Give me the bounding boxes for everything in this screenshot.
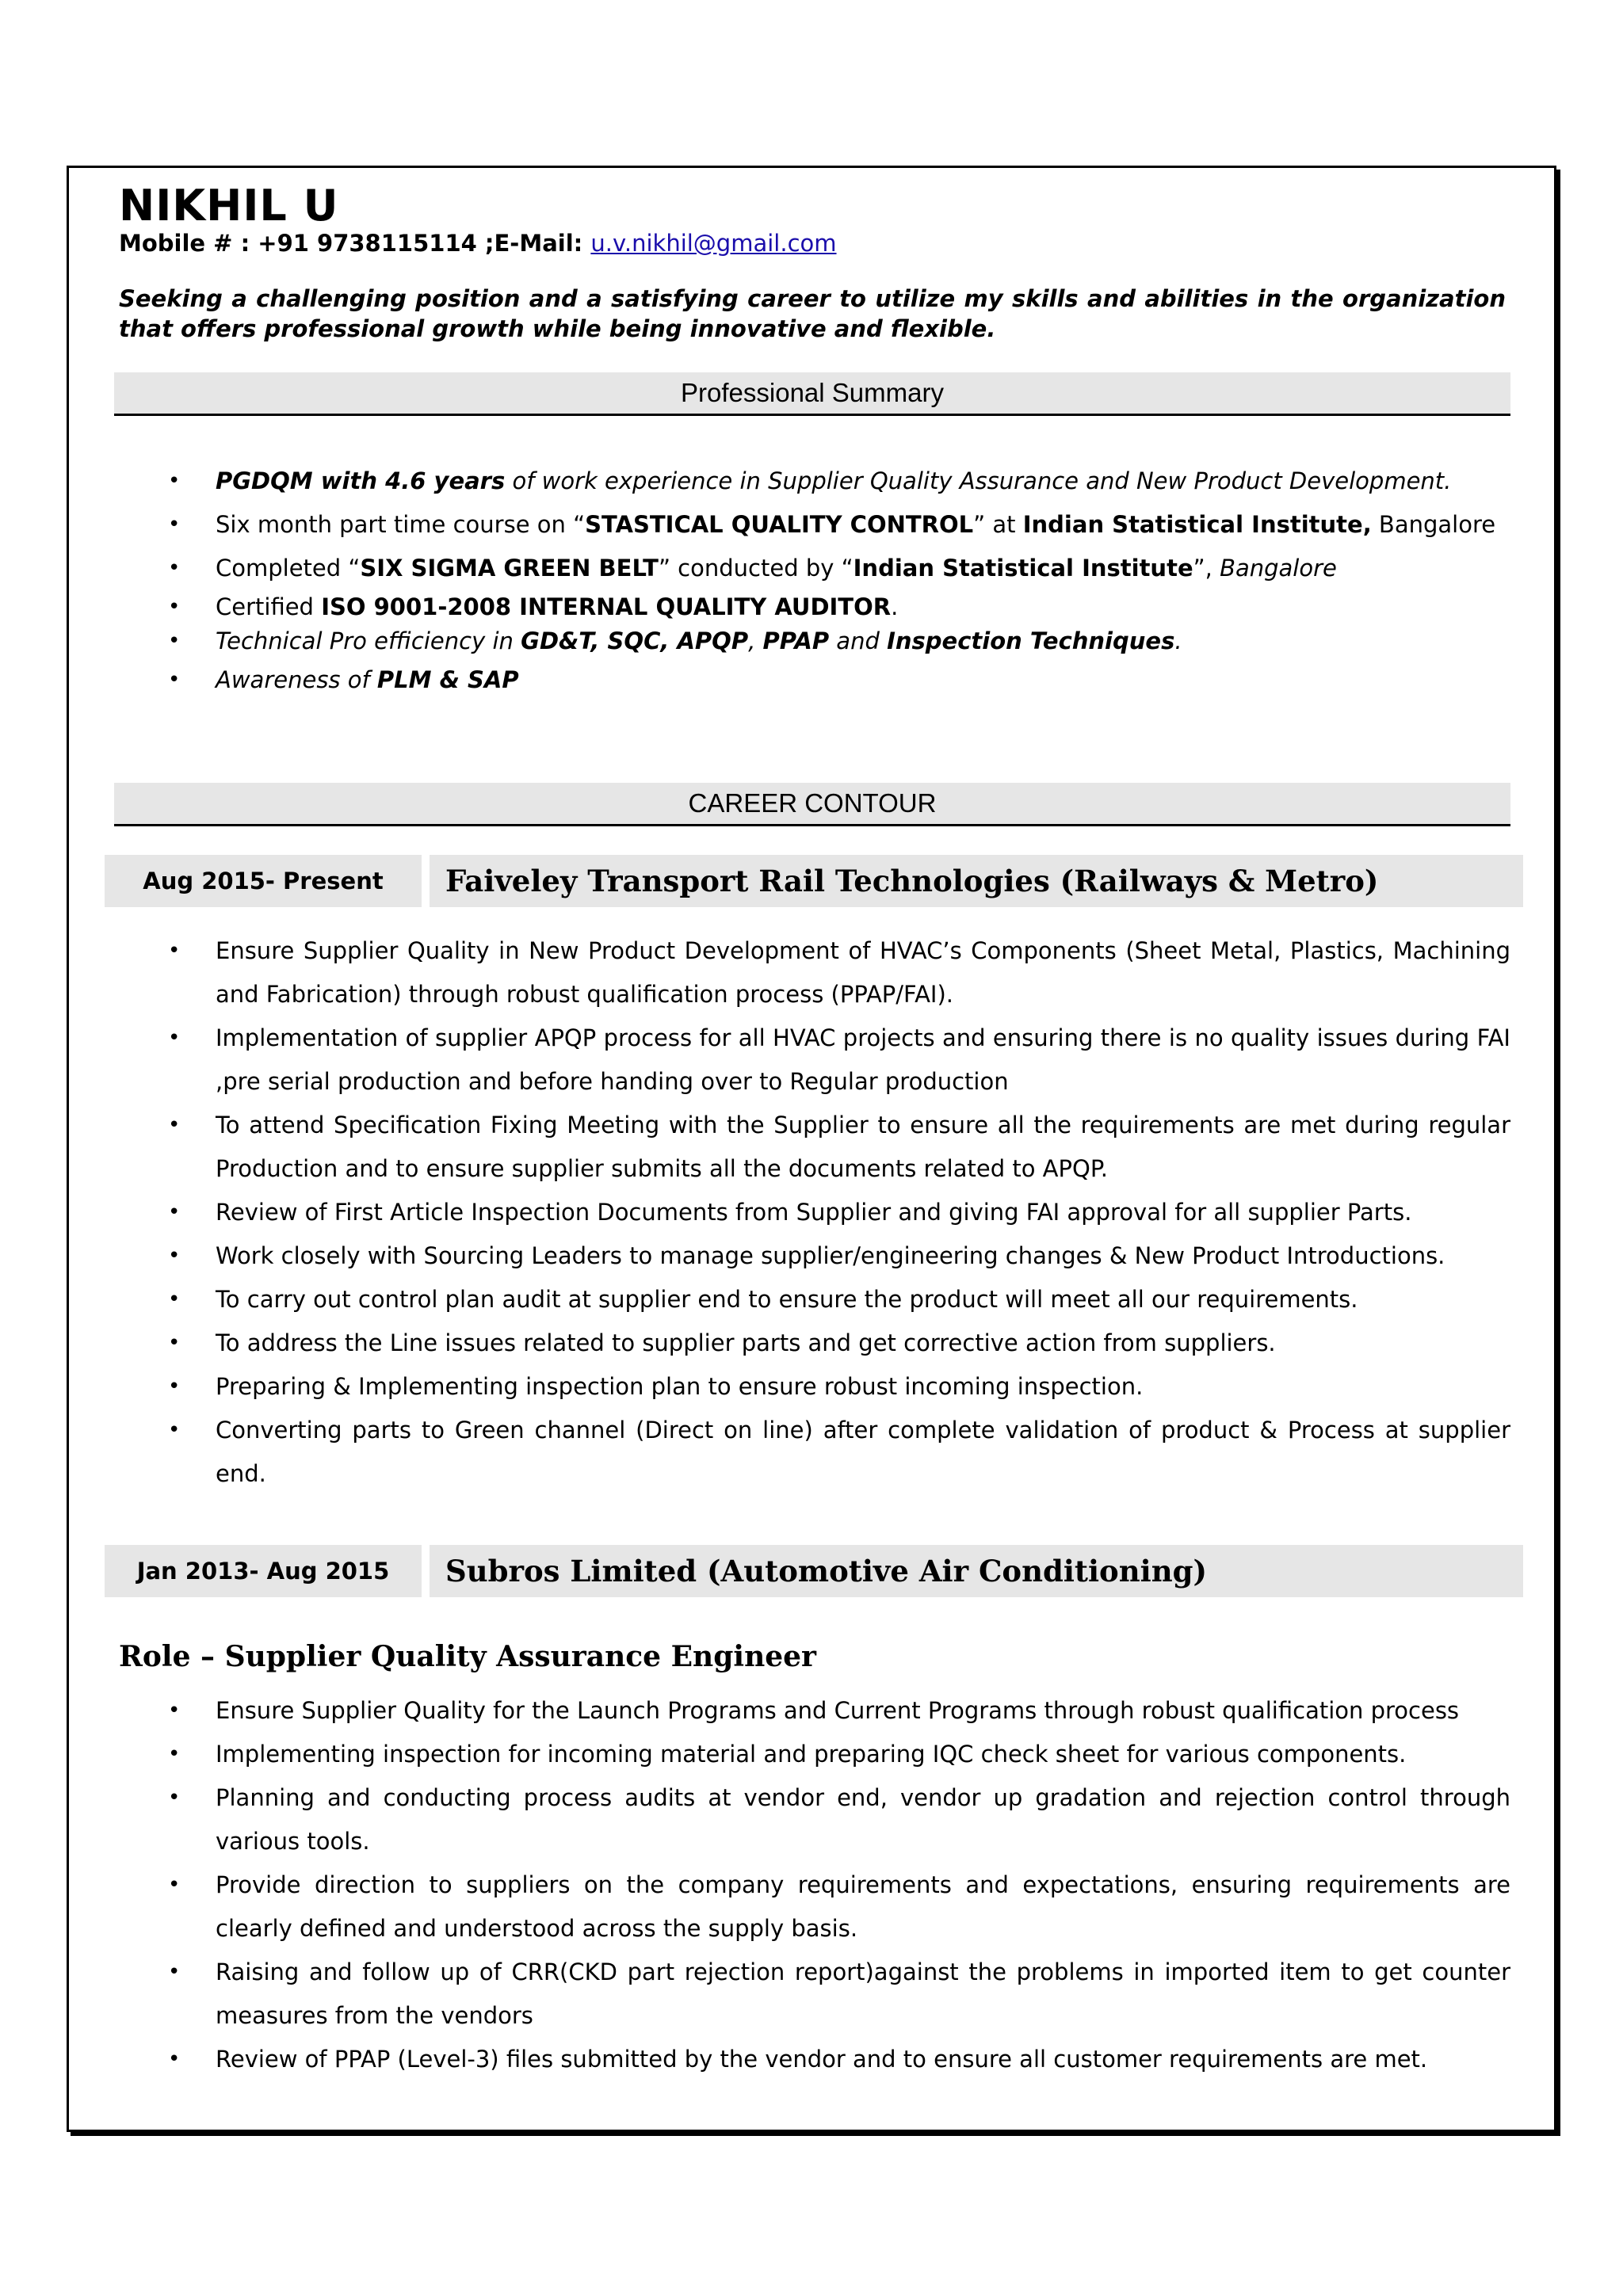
summary-item: • Six month part time course on “STASTICAL QUALITY CONTROL” at Indian Statistical Institute, Bangalore [119,503,1510,547]
summary-list [119,460,1510,702]
contact-label: Mobile # : +91 9738115114 ;E-Mail: [119,230,591,257]
responsibility-item: • Planning and conducting process audits at vendor end, vendor up gradation and rejection control through various tools. [119,1776,1510,1863]
responsibility-item: • Implementation of supplier APQP process for all HVAC projects and ensuring there is no quality issues during FAI ,pre serial production and before handing over to Regular production [119,1016,1510,1104]
summary-item: • Certified ISO 9001-2008 INTERNAL QUALITY AUDITOR. [119,590,1510,624]
job-dates: Jan 2013- Aug 2015 [105,1545,422,1597]
job-responsibilities [119,929,1510,1496]
job-role: Role – Supplier Quality Assurance Engineer [119,1640,817,1673]
career-objective: Seeking a challenging position and a satisfying career to utilize my skills and abilities in the organization that offers professional growth while being innovative and flexible. [119,285,1506,342]
responsibility-item: • Implementing inspection for incoming material and preparing IQC check sheet for various components. [119,1733,1510,1776]
responsibility-item: • Ensure Supplier Quality for the Launch Programs and Current Programs through robust qualification process [119,1689,1510,1733]
summary-item: • PGDQM with 4.6 years of work experience in Supplier Quality Assurance and New Product Development. [119,460,1510,503]
job-responsibilities [119,1689,1510,2081]
responsibility-item: • Work closely with Sourcing Leaders to manage supplier/engineering changes & New Product Introductions. [119,1234,1510,1278]
responsibility-item: • Converting parts to Green channel (Direct on line) after complete validation of product & Process at supplier end. [119,1409,1510,1496]
summary-item: • Awareness of PLM & SAP [119,658,1510,702]
responsibility-item: • To attend Specification Fixing Meeting with the Supplier to ensure all the requirements are met during regular Production and to ensure supplier submits all the documents related to APQP. [119,1104,1510,1191]
summary-item: • Technical Pro efficiency in GD&T, SQC, APQP, PPAP and Inspection Techniques. [119,624,1510,658]
career-contour-heading: CAREER CONTOUR [114,783,1510,826]
responsibility-item: • Ensure Supplier Quality in New Product Development of HVAC’s Components (Sheet Metal, Plastics, Machining and Fabrication) through robust qualification process (PPAP/FAI). [119,929,1510,1016]
responsibility-item: • To address the Line issues related to supplier parts and get corrective action from suppliers. [119,1322,1510,1365]
summary-item: • Completed “SIX SIGMA GREEN BELT” conducted by “Indian Statistical Institute”, Bangalore [119,547,1510,590]
company-name: Faiveley Transport Rail Technologies (Railways & Metro) [430,855,1523,907]
job-dates: Aug 2015- Present [105,855,422,907]
responsibility-item: • Review of First Article Inspection Documents from Supplier and giving FAI approval for all supplier Parts. [119,1191,1510,1234]
candidate-name: NIKHIL U [119,181,339,231]
contact-line [119,230,837,257]
responsibility-item: • Review of PPAP (Level-3) files submitted by the vendor and to ensure all customer requirements are met. [119,2038,1510,2081]
responsibility-item: • Preparing & Implementing inspection plan to ensure robust incoming inspection. [119,1365,1510,1409]
email-link[interactable]: u.v.nikhil@gmail.com [590,230,837,257]
professional-summary-heading: Professional Summary [114,372,1510,416]
responsibility-item: • Raising and follow up of CRR(CKD part rejection report)against the problems in imported item to get counter measures from the vendors [119,1951,1510,2038]
responsibility-item: • To carry out control plan audit at supplier end to ensure the product will meet all our requirements. [119,1278,1510,1322]
responsibility-item: • Provide direction to suppliers on the company requirements and expectations, ensuring requirements are clearly defined and understood across the supply basis. [119,1863,1510,1951]
company-name: Subros Limited (Automotive Air Conditioning) [430,1545,1523,1597]
